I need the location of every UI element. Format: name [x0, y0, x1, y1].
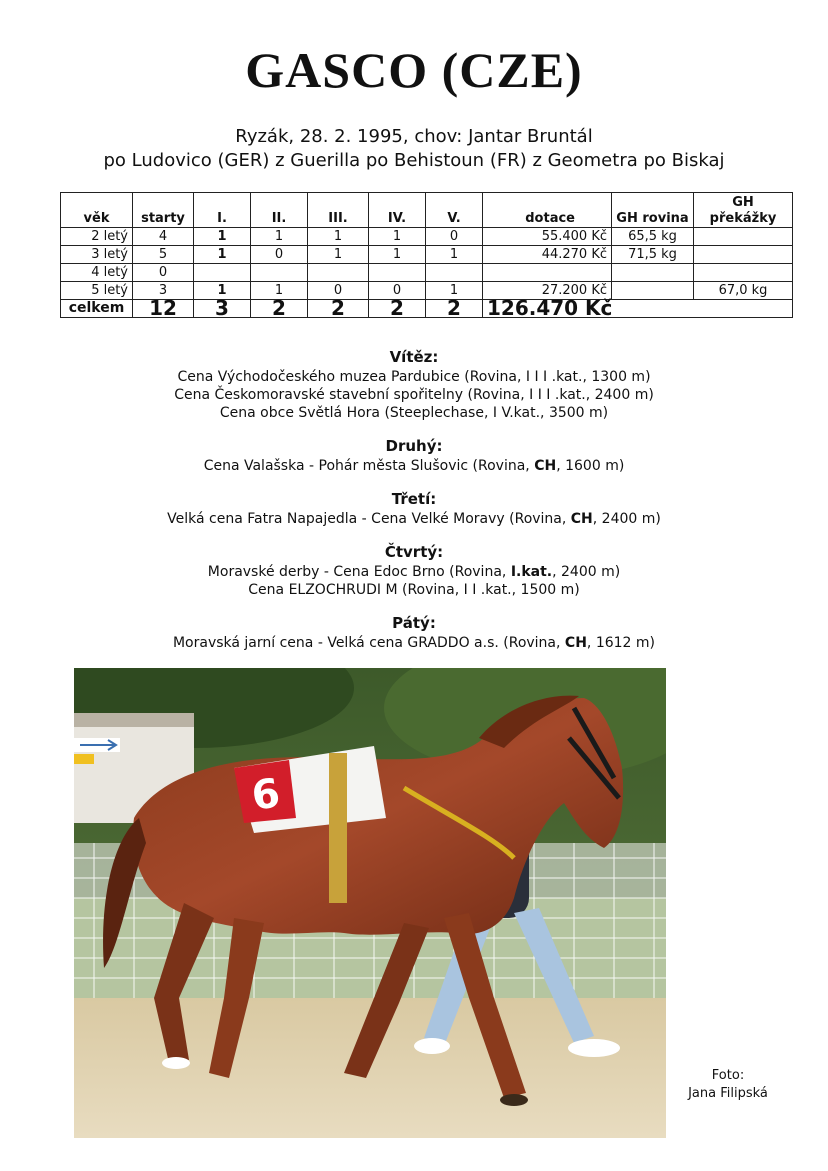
race-category: I.kat. — [510, 564, 553, 580]
table-cell — [426, 264, 483, 282]
table-cell: 0 — [251, 246, 308, 264]
table-cell: 1 — [369, 246, 426, 264]
race-distance: , 2400 m) — [592, 511, 661, 527]
table-cell: 44.270 Kč — [483, 246, 612, 264]
race-result-line — [0, 457, 828, 475]
results-section — [0, 346, 828, 652]
result-placing-heading: Pátý: — [392, 614, 436, 632]
table-cell — [694, 246, 793, 264]
table-cell: 5 — [133, 246, 194, 264]
race-distance: , 2400 m) — [552, 564, 621, 580]
table-cell — [612, 282, 694, 300]
table-cell: 0 — [133, 264, 194, 282]
table-row — [61, 228, 793, 246]
race-name: Moravské derby - Cena Edoc Brno (Rovina, — [207, 564, 511, 580]
table-cell — [694, 228, 793, 246]
table-cell: 67,0 kg — [694, 282, 793, 300]
photo-credit — [680, 1067, 776, 1103]
table-cell — [251, 264, 308, 282]
column-header: dotace — [483, 193, 612, 228]
race-result-line — [0, 510, 828, 528]
pedigree-line: po Ludovico (GER) z Guerilla po Behistoun (FR) z Geometra po Biskaj — [103, 150, 725, 171]
total-cell: 12 — [133, 300, 194, 318]
table-cell: 65,5 kg — [612, 228, 694, 246]
race-name: Velká cena Fatra Napajedla - Cena Velké Moravy (Rovina, — [167, 511, 571, 527]
table-cell: 0 — [369, 282, 426, 300]
table-cell: 1 — [369, 228, 426, 246]
table-cell: 1 — [194, 282, 251, 300]
column-header: V. — [426, 193, 483, 228]
race-category: CH — [564, 635, 587, 651]
table-cell — [308, 264, 369, 282]
race-distance: , 1600 m) — [556, 458, 625, 474]
race-category: CH — [534, 458, 557, 474]
race-stats-table — [60, 192, 793, 318]
table-cell: 5 letý — [61, 282, 133, 300]
column-header: starty — [133, 193, 194, 228]
column-header: GH překážky — [694, 193, 793, 228]
table-cell: 1 — [308, 228, 369, 246]
race-distance: , 1612 m) — [586, 635, 656, 651]
table-cell: 27.200 Kč — [483, 282, 612, 300]
race-result-line: Cena Východočeského muzea Pardubice (Rovina, I I I .kat., 1300 m) — [177, 369, 651, 385]
race-name: Moravská jarní cena - Velká cena GRADDO a.s. (Rovina, — [172, 635, 565, 651]
table-cell: 0 — [308, 282, 369, 300]
table-cell — [194, 264, 251, 282]
column-header: věk — [61, 193, 133, 228]
table-cell: 1 — [426, 282, 483, 300]
race-result-line — [0, 634, 828, 652]
column-header: II. — [251, 193, 308, 228]
table-cell: 3 letý — [61, 246, 133, 264]
total-cell: 2 — [251, 300, 308, 318]
race-name: Cena Valašska - Pohár města Slušovic (Rovina, — [203, 458, 535, 474]
saddle-number: 6 — [248, 770, 283, 820]
table-cell — [369, 264, 426, 282]
table-cell: 1 — [251, 228, 308, 246]
table-cell — [612, 264, 694, 282]
column-header: III. — [308, 193, 369, 228]
total-cell: 2 — [308, 300, 369, 318]
table-cell: 0 — [426, 228, 483, 246]
table-cell: 1 — [194, 228, 251, 246]
table-row — [61, 264, 793, 282]
result-placing-heading: Vítěz: — [389, 348, 439, 366]
table-cell — [694, 264, 793, 282]
total-cell: 2 — [426, 300, 483, 318]
result-placing-heading: Druhý: — [385, 437, 443, 455]
result-placing-heading: Třetí: — [391, 490, 437, 508]
column-header: IV. — [369, 193, 426, 228]
table-cell: 3 — [133, 282, 194, 300]
table-cell: 1 — [251, 282, 308, 300]
table-cell: 71,5 kg — [612, 246, 694, 264]
total-cell: 126.470 Kč — [483, 300, 793, 318]
race-result-line: Cena ELZOCHRUDI M (Rovina, I I .kat., 1500 m) — [248, 582, 580, 598]
table-row — [61, 246, 793, 264]
table-cell: 1 — [194, 246, 251, 264]
table-cell: 55.400 Kč — [483, 228, 612, 246]
race-result-line: Cena obce Světlá Hora (Steeplechase, I V.kat., 3500 m) — [219, 405, 609, 421]
horse-description: Ryzák, 28. 2. 1995, chov: Jantar Bruntál — [235, 126, 593, 147]
total-cell: 3 — [194, 300, 251, 318]
page-title: GASCO (CZE) — [245, 42, 583, 98]
column-header: I. — [194, 193, 251, 228]
table-total-row — [61, 300, 793, 318]
table-cell: 1 — [426, 246, 483, 264]
photographer-name: Jana Filipská — [688, 1086, 768, 1101]
column-header: GH rovina — [612, 193, 694, 228]
horse-photo — [74, 668, 666, 1138]
race-result-line — [0, 563, 828, 581]
table-header-row — [61, 193, 793, 228]
total-cell: 2 — [369, 300, 426, 318]
total-label: celkem — [61, 300, 133, 318]
photo-credit-label: Foto: — [711, 1068, 745, 1083]
table-cell: 4 letý — [61, 264, 133, 282]
result-placing-heading: Čtvrtý: — [384, 543, 444, 561]
table-cell: 4 — [133, 228, 194, 246]
table-cell: 1 — [308, 246, 369, 264]
race-category: CH — [570, 511, 593, 527]
race-result-line: Cena Českomoravské stavební spořitelny (Rovina, I I I .kat., 2400 m) — [174, 387, 654, 403]
table-cell — [483, 264, 612, 282]
table-cell: 2 letý — [61, 228, 133, 246]
